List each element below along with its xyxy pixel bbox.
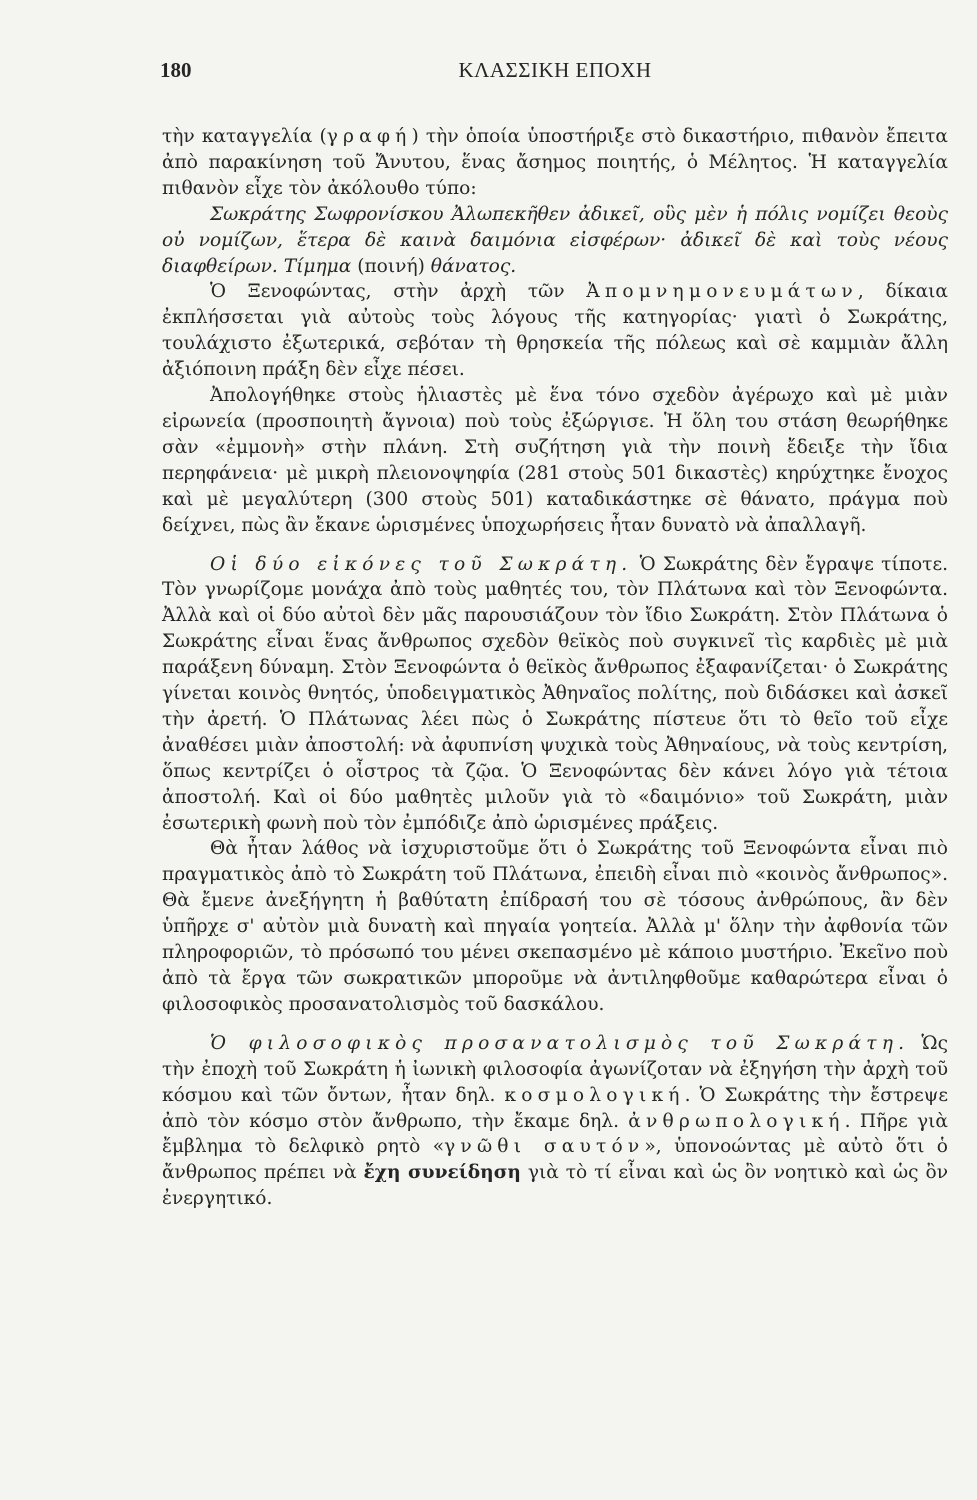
paragraph <box>162 124 948 202</box>
text-run: τὴν καταγγελία ( <box>162 126 327 147</box>
text-run: Ὁ Σωκράτης δὲν ἔγραψε τίποτε. Τὸν γνωρίζομε μονάχα ἀπὸ τοὺς μαθητές του, τὸν Πλάτωνα καὶ τὸν Ξενοφώντα. Ἀλλὰ καὶ οἱ δύο αὐτοὶ δὲν μᾶς παρουσιάζουν τὸν ἴδιο Σωκράτη. Στὸν Πλάτωνα ὁ Σωκράτης εἶναι ἕνας ἄνθρωπος σχεδὸν θεϊκὸς ποὺ συγκινεῖ τὶς καρδιὲς μὲ μιὰ παράξενη δύναμη. Στὸν Ξενοφώντα ὁ θεϊκὸς ἄνθρωπος ἐξαφανίζεται· ὁ Σωκράτης γίνεται κοινὸς θνητός, ὑποδειγματικὸς Ἀθηναῖος πολίτης, ποὺ διδάσκει καὶ ἀσκεῖ τὴν ἀρετή. Ὁ Πλάτωνας λέει πὼς ὁ Σωκράτης πίστευε ὅτι τὸ θεῖο τοῦ εἶχε ἀναθέσει μιὰν ἀποστολή: νὰ ἀφυπνίση ψυχικὰ τοὺς Ἀθηναίους, νὰ τοὺς κεντρίση, ὅπως κεντρίζει ὁ οἶστρος τὰ ζῷα. Ὁ Ξενοφώντας δὲν κάνει λόγο γιὰ τέτοια ἀποστολή. Καὶ οἱ δύο μαθητὲς μιλοῦν γιὰ τὸ «δαιμόνιο» τοῦ Σωκράτη, μιὰν ἐσωτερικὴ φωνὴ ποὺ τὸν ἐμπόδιζε ἀπὸ ὡρισμένες πράξεις. <box>162 553 948 834</box>
spaced-title: Ἀπομνημονευμάτων <box>586 281 858 303</box>
text-run: , δίκαια ἐκπλήσσεται γιὰ αὐτοὺς τοὺς λόγους τῆς κατηγορίας· γιατὶ ὁ Σωκράτης, τουλάχιστο ἐξωτερικά, σεβόταν τὴ θρησκεία τῆς πόλεως καὶ σὲ καμμιὰν ἄλλη ἀξιόποινη πράξη δὲν εἶχε πέσει. <box>162 281 948 381</box>
text-run: γιὰ τὸ τί εἶναι καὶ ὡς ὂν νοητικὸ καὶ ὡς ὂν ἐνεργητικό. <box>162 1162 948 1210</box>
section-paragraph <box>162 552 948 837</box>
page-header <box>160 58 950 88</box>
text-run: Ὡς τὴν ἐποχὴ τοῦ Σωκράτη ἡ ἰωνικὴ φιλοσοφία ἀγωνίζοταν νὰ ἐξηγήση τὴν ἀρχὴ τοῦ κόσμου καὶ τῶν ὄντων, ἦταν δηλ. <box>162 1032 948 1106</box>
spaced-term: γνῶθι σαυτόν <box>444 1136 645 1158</box>
text-run: (ποινή) <box>351 255 431 277</box>
quote-text: θάνατος. <box>430 255 517 277</box>
section-heading: Οἱ δύο εἰκόνες τοῦ Σωκράτη. <box>210 553 633 575</box>
text-run: Ὁ Ξενοφώντας, στὴν ἀρχὴ τῶν <box>210 281 587 303</box>
section-paragraph <box>162 1031 948 1212</box>
text-run: ) τὴν ὁποία ὑποστήριξε στὸ δικαστήριο, πιθανὸν ἔπειτα ἀπὸ παρακίνηση τοῦ Ἄνυτου, ἕνας ἄσημος ποιητής, ὁ Μέλητος. Ἡ καταγγελία πιθανὸν εἶχε τὸν ἀκόλουθο τύπο: <box>162 126 948 199</box>
spaced-term: ἀνθρωπολογική <box>628 1110 845 1132</box>
text-run: . Ὁ Σωκράτης τὴν ἔστρεψε ἀπὸ τὸν κόσμο στὸν ἄνθρωπο, τὴν ἔκαμε δηλ. <box>162 1084 948 1132</box>
text-run: », ὑπονοώντας μὲ αὐτὸ ὅτι ὁ ἄνθρωπος πρέπει νὰ <box>162 1136 948 1184</box>
text-run: . Πῆρε γιὰ ἔμβλημα τὸ δελφικὸ ρητὸ « <box>162 1110 948 1158</box>
quote-text: Σωκράτης Σωφρονίσκου Ἀλωπεκῆθεν ἀδικεῖ, οὓς μὲν ἡ πόλις νομίζει θεοὺς οὐ νομίζων, ἕτερα δὲ καινὰ δαιμόνια εἰσφέρων· ἀδικεῖ δὲ καὶ τοὺς νέους διαφθείρων. Τίμημα <box>162 203 948 277</box>
paragraph: Θὰ ἦταν λάθος νὰ ἰσχυριστοῦμε ὅτι ὁ Σωκράτης τοῦ Ξενοφώντα εἶναι πιὸ πραγματικὸς ἀπὸ τὸ Σωκράτη τοῦ Πλάτωνα, ἐπειδὴ εἶναι πιὸ «κοινὸς ἄνθρωπος». Θὰ ἔμενε ἀνεξήγητη ἡ βαθύτατη ἐπίδρασή του σὲ τόσους ἀνθρώπους, ἂν δὲν ὑπῆρχε σ' αὐτὸν μιὰ δυνατὴ καὶ πηγαία γοητεία. Ἀλλὰ μ' ὅλην τὴν ἀφθονία τῶν πληροφοριῶν, τὸ πρόσωπό του μένει σκεπασμένο μὲ κάποιο μυστήριο. Ἐκεῖνο ποὺ ἀπὸ τὰ ἔργα τῶν σωκρατικῶν μποροῦμε νὰ ἀντιληφθοῦμε καθαρώτερα εἶναι ὁ φιλοσοφικὸς προσανατολισμὸς τοῦ δασκάλου. <box>162 838 948 1015</box>
page-body <box>162 124 948 1212</box>
page-number: 180 <box>160 58 192 82</box>
running-title: ΚΛΑΣΣΙΚΗ ΕΠΟΧΗ <box>458 58 652 82</box>
spaced-term: κοσμολογική <box>504 1084 685 1106</box>
paragraph <box>162 279 948 383</box>
spaced-term: γραφή <box>326 126 412 147</box>
indictment-quote <box>162 202 948 280</box>
section-heading: Ὁ φιλοσοφικὸς προσανατολισμὸς τοῦ Σωκράτη. <box>210 1032 910 1054</box>
paragraph: Ἀπολογήθηκε στοὺς ἡλιαστὲς μὲ ἕνα τόνο σχεδὸν ἀγέρωχο καὶ μὲ μιὰν εἰρωνεία (προσποιητὴ ἄγνοια) ποὺ τοὺς ἐξώργισε. Ἡ ὅλη του στάση θεωρήθηκε σὰν «ἐμμονὴ» στὴν πλάνη. Στὴ συζήτηση γιὰ τὴν ποινὴ ἔδειξε τὴν ἴδια περηφάνεια· μὲ μικρὴ πλειονοψηφία (281 στοὺς 501 δικαστὲς) κηρύχτηκε ἔνοχος καὶ μὲ μεγαλύτερη (300 στοὺς 501) καταδικάστηκε σὲ θάνατο, πράγμα ποὺ δείχνει, πὼς ἂν ἔκανε ὡρισμένες ὑποχωρήσεις ἦταν δυνατὸ νὰ ἀπαλλαγῆ. <box>162 385 948 536</box>
bold-term: ἔχη συνείδηση <box>363 1162 521 1184</box>
